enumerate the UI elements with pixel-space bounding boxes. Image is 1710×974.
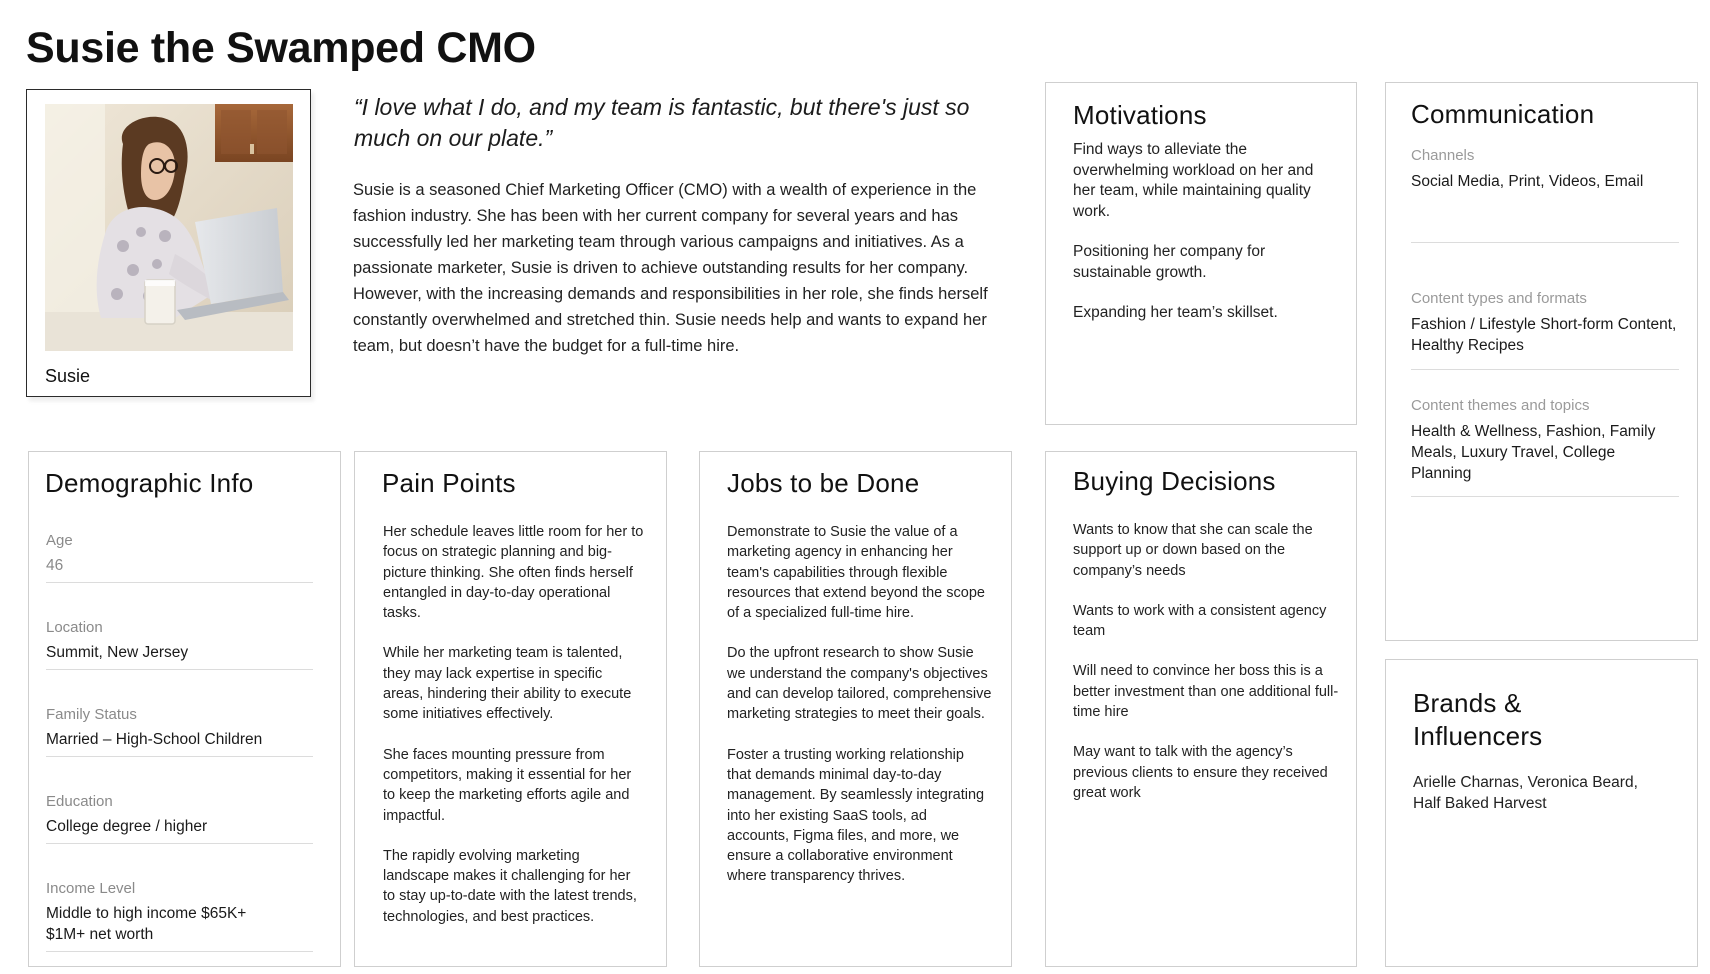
communication-channels [1411,145,1679,243]
field-value: College degree / higher [46,818,208,835]
field-value [46,903,313,951]
buying-decision-item: Will need to convince her boss this is a better investment than one additional full-time hire [1073,663,1339,721]
pain-point-item: The rapidly evolving marketing landscape makes it challenging for her to stay up-to-date with the latest trends, technologies, and best practices. [383,847,637,925]
field-label: Education [46,793,113,810]
buying-decisions-title: Buying Decisions [1073,466,1276,496]
demographic-title: Demographic Info [45,468,254,498]
communication-content-themes [1411,395,1679,497]
persona-bio: Susie is a seasoned Chief Marketing Officer (CMO) with a wealth of experience in the fashion industry. She has been with her current company for several years and has successfully led her marketing team through various campaigns and initiatives. As a passionate marketer, Susie is driven to achieve outstanding results for her company. However, with the increasing demands and responsibilities in her role, she finds herself constantly overwhelmed and stretched thin. Susie needs help and wants to expand her team, but doesn’t have the budget for a full-time hire. [353,181,988,355]
job-item: Do the upfront research to show Susie we understand the company's objectives and can develop tailored, comprehensive marketing strategies to meet their goals. [727,645,992,723]
location-field [46,617,313,670]
job-item: Foster a trusting working relationship that demands minimal day-to-day management. By seamlessly integrating into her existing SaaS tools, ad accounts, Figma files, and more, we ensure a collaborative environment where transparency thrives. [727,746,985,885]
buying-decision-item: May want to talk with the agency’s previous clients to ensure they received great work [1073,744,1328,801]
communication-title: Communication [1411,99,1595,129]
field-value: Married – High-School Children [46,731,263,748]
field-value: Summit, New Jersey [46,644,189,661]
education-field [46,791,313,844]
brands-influencers-value: Arielle Charnas, Veronica Beard, Half Baked Harvest [1413,774,1638,812]
brands-influencers-card [1385,659,1698,967]
communication-content-types [1411,288,1679,370]
motivation-item: Positioning her company for sustainable growth. [1073,243,1266,281]
job-item: Demonstrate to Susie the value of a marketing agency in enhancing her team's capabilities through flexible resources that extend beyond the scope of a specialized full-time hire. [727,524,985,622]
motivations-list [1073,140,1338,344]
buying-decisions-card [1045,451,1357,967]
jobs-to-be-done-card [699,451,1012,967]
motivation-item: Expanding her team’s skillset. [1073,304,1278,321]
income-value: Middle to high income $65K+ [46,905,247,922]
comm-value: Fashion / Lifestyle Short-form Content, Healthy Recipes [1411,316,1677,354]
field-label: Family Status [46,706,137,723]
buying-decisions-list [1073,520,1341,823]
motivation-item: Find ways to alleviate the overwhelming workload on her and her team, while maintaining quality work. [1073,141,1314,220]
income-level-field [46,878,313,952]
pain-points-card [354,451,667,967]
field-label: Location [46,619,103,636]
motivations-card [1045,82,1357,425]
net-worth-value: $1M+ net worth [46,926,154,943]
communication-card [1385,82,1698,641]
demographic-card [28,451,341,967]
field-label: Income Level [46,880,136,897]
field-value: 46 [46,557,64,574]
field-label: Age [46,532,73,549]
comm-label: Content types and formats [1411,290,1587,307]
pain-points-list [383,522,645,947]
comm-label: Channels [1411,147,1475,164]
jobs-to-be-done-title: Jobs to be Done [727,468,920,498]
pain-points-title: Pain Points [382,468,516,498]
woman-at-laptop-photo [45,104,293,351]
buying-decision-item: Wants to know that she can scale the support up or down based on the company’s needs [1073,522,1313,579]
page-title: Susie the Swamped CMO [26,24,536,72]
comm-label: Content themes and topics [1411,397,1590,414]
persona-quote: “I love what I do, and my team is fantastic, but there's just so much on our plate.” [354,94,970,151]
brands-influencers-title: Brands & Influencers [1413,688,1543,751]
jobs-to-be-done-list [727,522,992,907]
buying-decision-item: Wants to work with a consistent agency team [1073,602,1327,640]
family-status-field [46,704,313,757]
pain-point-item: She faces mounting pressure from competitors, making it essential for her to keep the marketing efforts agile and impactful. [383,746,632,824]
pain-point-item: Her schedule leaves little room for her to focus on strategic planning and big-picture thinking. She often finds herself entangled in day-to-day operational tasks. [383,524,644,622]
age-field [46,530,313,583]
comm-value: Social Media, Print, Videos, Email [1411,173,1644,190]
persona-name: Susie [45,366,91,386]
comm-value: Health & Wellness, Fashion, Family Meals, Luxury Travel, College Planning [1411,423,1656,482]
motivations-title: Motivations [1073,100,1207,130]
persona-photo-card [26,89,311,397]
pain-point-item: While her marketing team is talented, they may lack expertise in specific areas, hindering their ability to execute some initiatives effectively. [383,645,632,723]
